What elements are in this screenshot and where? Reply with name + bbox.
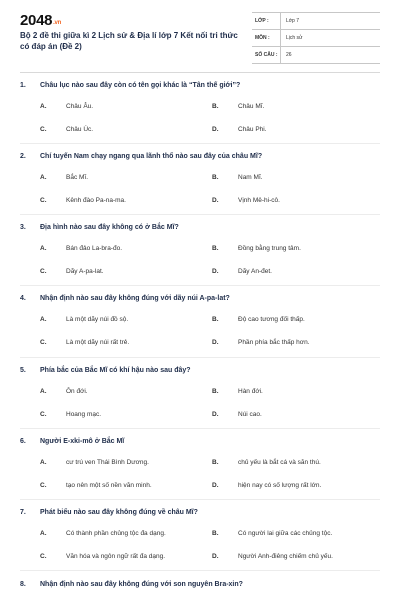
meta-value: 26 [286, 52, 292, 58]
question-text: Chí tuyến Nam chạy ngang qua lãnh thổ nào sau đây của châu Mĩ? [40, 153, 263, 160]
question-title [20, 81, 380, 91]
option-letter: B. [212, 245, 219, 252]
question-text: Phát biểu nào sau đây không đúng về châu Mĩ? [40, 509, 198, 516]
option-d[interactable] [192, 552, 364, 562]
question-number: 5. [20, 367, 26, 374]
question-separator [20, 143, 380, 144]
option-row [20, 125, 380, 135]
option-text: chủ yếu là bắt cá và săn thú. [238, 459, 321, 466]
option-text: Độ cao tương đối thấp. [238, 316, 305, 323]
option-b[interactable] [192, 102, 364, 112]
option-letter: B. [212, 174, 219, 181]
option-text: Châu Phi. [238, 126, 267, 133]
option-letter: D. [212, 268, 219, 275]
question-number: 7. [20, 509, 26, 516]
option-b[interactable] [192, 529, 364, 539]
option-text: Dãy A-pa-lat. [66, 268, 104, 275]
option-row [20, 387, 380, 397]
option-text: Phần phía bắc thấp hơn. [238, 339, 310, 346]
question-text: Châu lục nào sau đây còn có tên gọi khác là “Tân thế giới”? [40, 82, 241, 89]
option-text: Bán đảo La-bra-đo. [66, 245, 123, 252]
question-separator [20, 499, 380, 500]
option-letter: C. [40, 197, 47, 204]
option-d[interactable] [192, 125, 364, 135]
option-letter: A. [40, 388, 47, 395]
question-title [20, 223, 380, 233]
question-1 [20, 81, 380, 135]
question-separator [20, 570, 380, 571]
option-letter: C. [40, 553, 47, 560]
option-text: Hàn đới. [238, 388, 263, 395]
option-text: Có người lai giữa các chủng tộc. [238, 530, 333, 537]
question-title [20, 152, 380, 162]
question-number: 3. [20, 224, 26, 231]
option-row [20, 481, 380, 491]
option-row [20, 173, 380, 183]
meta-value: Lịch sử [286, 35, 303, 41]
option-text: Châu Úc. [66, 126, 94, 133]
option-text: Là một dãy núi rất trẻ. [66, 339, 130, 346]
option-text: hiện nay có số lượng rất lớn. [238, 482, 322, 489]
option-c[interactable] [20, 481, 192, 491]
option-text: tạo nên một số nền văn minh. [66, 482, 152, 489]
question-text: Nhận định nào sau đây không đúng với son nguyên Bra-xin? [40, 581, 243, 588]
option-row [20, 196, 380, 206]
question-5 [20, 366, 380, 420]
meta-row-subject [252, 30, 380, 47]
header-divider [20, 72, 380, 73]
option-row [20, 458, 380, 468]
option-text: Vịnh Mê-hi-cô. [238, 197, 280, 204]
option-row [20, 102, 380, 112]
option-text: Hoang mạc. [66, 411, 102, 418]
question-separator [20, 357, 380, 358]
question-separator [20, 285, 380, 286]
meta-table [252, 12, 380, 64]
question-separator [20, 428, 380, 429]
option-letter: B. [212, 316, 219, 323]
option-row [20, 315, 380, 325]
meta-row-grade [252, 13, 380, 30]
option-row [20, 410, 380, 420]
option-letter: A. [40, 459, 47, 466]
option-a[interactable] [20, 315, 192, 325]
question-number: 6. [20, 438, 26, 445]
option-b[interactable] [192, 387, 364, 397]
option-letter: D. [212, 126, 219, 133]
option-letter: D. [212, 339, 219, 346]
option-text: Dãy An-đet. [238, 268, 272, 275]
option-a[interactable] [20, 173, 192, 183]
option-row [20, 267, 380, 277]
option-text: Là một dãy núi đồ sộ. [66, 316, 129, 323]
option-text: Ôn đới. [66, 388, 88, 395]
option-row [20, 552, 380, 562]
option-letter: B. [212, 103, 219, 110]
option-text: cư trú ven Thái Bình Dương. [66, 459, 149, 466]
option-text: Châu Âu. [66, 103, 94, 110]
option-text: Có thành phần chủng tộc đa dạng. [66, 530, 166, 537]
option-c[interactable] [20, 196, 192, 206]
option-text: Châu Mĩ. [238, 103, 265, 110]
question-title [20, 508, 380, 518]
option-b[interactable] [192, 244, 364, 254]
option-letter: A. [40, 316, 47, 323]
option-b[interactable] [192, 315, 364, 325]
meta-key: LỚP : [252, 13, 281, 29]
option-text: Văn hóa và ngôn ngữ rất đa dạng. [66, 553, 166, 560]
site-logo[interactable] [20, 13, 61, 31]
option-c[interactable] [20, 267, 192, 277]
option-text: Núi cao. [238, 411, 262, 418]
option-b[interactable] [192, 458, 364, 468]
question-text: Người E-xki-mô ở Bắc Mĩ [40, 438, 125, 445]
option-d[interactable] [192, 338, 364, 348]
question-title [20, 437, 380, 447]
option-letter: A. [40, 103, 47, 110]
option-text: Kênh đào Pa-na-ma. [66, 197, 126, 204]
option-letter: D. [212, 197, 219, 204]
option-c[interactable] [20, 125, 192, 135]
question-3 [20, 223, 380, 277]
option-c[interactable] [20, 552, 192, 562]
option-a[interactable] [20, 244, 192, 254]
option-a[interactable] [20, 458, 192, 468]
option-c[interactable] [20, 410, 192, 420]
logo-tld: .vn [53, 20, 61, 26]
option-b[interactable] [192, 173, 364, 183]
option-letter: B. [212, 530, 219, 537]
document-header [0, 0, 400, 62]
option-letter: D. [212, 553, 219, 560]
option-text: Người Anh-điêng chiếm chủ yếu. [238, 553, 333, 560]
question-7 [20, 508, 380, 562]
meta-key: MÔN : [252, 30, 281, 46]
option-row [20, 529, 380, 539]
option-letter: C. [40, 411, 47, 418]
question-4 [20, 294, 380, 348]
logo-text: 2048 [20, 12, 53, 29]
question-title [20, 366, 380, 376]
meta-value: Lớp 7 [286, 18, 300, 24]
question-text: Nhận định nào sau đây không đúng với dãy núi A-pa-lat? [40, 295, 230, 302]
question-number: 4. [20, 295, 26, 302]
option-letter: B. [212, 459, 219, 466]
document-title: Bộ 2 đề thi giữa kì 2 Lịch sử & Địa lí lớp 7 Kết nối tri thức có đáp án (Đề 2) [20, 31, 238, 51]
option-d[interactable] [192, 267, 364, 277]
option-letter: C. [40, 126, 47, 133]
option-letter: C. [40, 482, 47, 489]
option-letter: A. [40, 530, 47, 537]
question-2 [20, 152, 380, 206]
question-text: Địa hình nào sau đây không có ở Bắc Mĩ? [40, 224, 179, 231]
option-letter: C. [40, 339, 47, 346]
option-letter: C. [40, 268, 47, 275]
option-letter: D. [212, 411, 219, 418]
question-separator [20, 214, 380, 215]
question-8 [20, 580, 380, 590]
option-letter: B. [212, 388, 219, 395]
meta-row-count [252, 47, 380, 64]
question-title [20, 580, 380, 590]
option-row [20, 338, 380, 348]
option-a[interactable] [20, 529, 192, 539]
option-d[interactable] [192, 410, 364, 420]
question-number: 1. [20, 82, 26, 89]
option-text: Đồng bằng trung tâm. [238, 245, 301, 252]
meta-key: SỐ CÂU : [252, 47, 281, 63]
question-title [20, 294, 380, 304]
question-number: 2. [20, 153, 26, 160]
option-a[interactable] [20, 387, 192, 397]
option-letter: A. [40, 245, 47, 252]
option-a[interactable] [20, 102, 192, 112]
question-number: 8. [20, 581, 26, 588]
option-text: Bắc Mĩ. [66, 174, 89, 181]
option-letter: D. [212, 482, 219, 489]
question-text: Phía bắc của Bắc Mĩ có khí hậu nào sau đây? [40, 367, 191, 374]
question-6 [20, 437, 380, 491]
option-text: Nam Mĩ. [238, 174, 263, 181]
option-row [20, 244, 380, 254]
option-c[interactable] [20, 338, 192, 348]
option-d[interactable] [192, 196, 364, 206]
option-letter: A. [40, 174, 47, 181]
option-d[interactable] [192, 481, 364, 491]
